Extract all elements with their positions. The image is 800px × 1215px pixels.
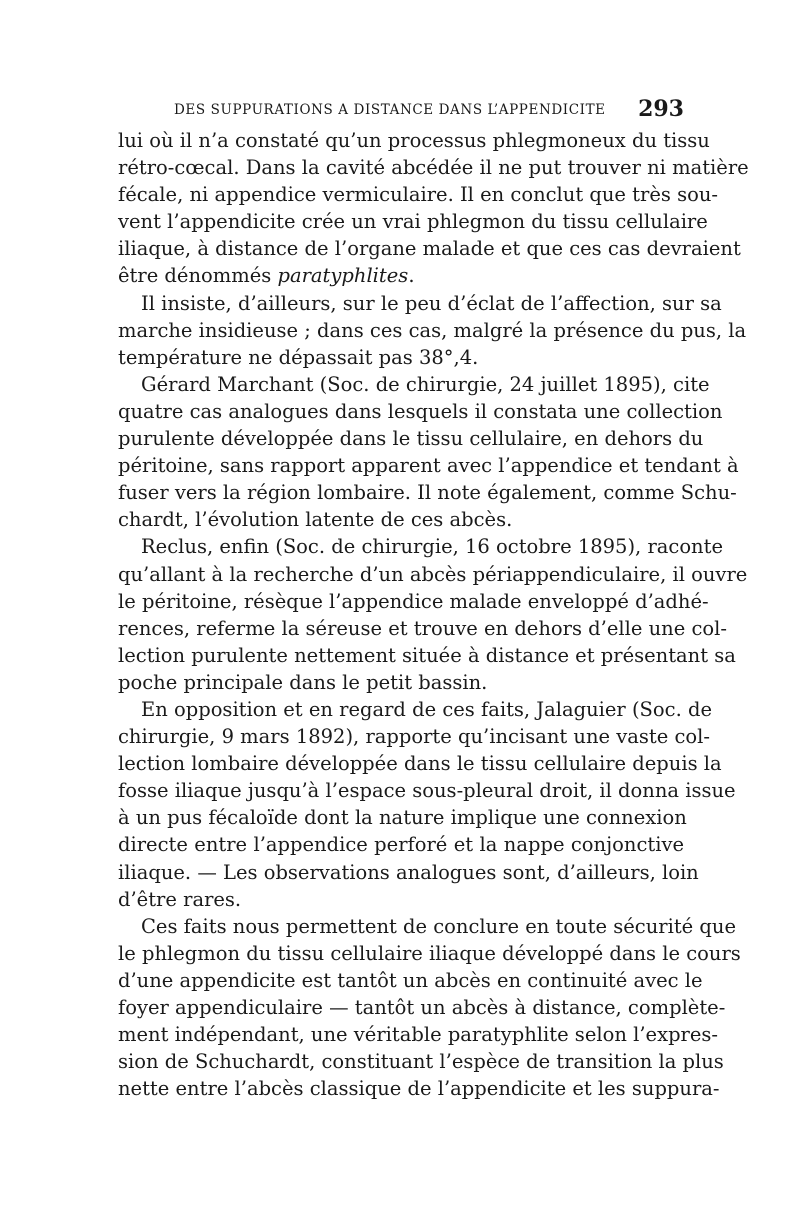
text-line: d’une appendicite est tantôt un abcès en continuité avec le bbox=[118, 968, 703, 992]
text-fragment: être dénommés bbox=[118, 264, 278, 288]
text-line: température ne dépassait pas 38°,4. bbox=[118, 345, 479, 369]
text-line: péritoine, sans rapport apparent avec l’appendice et tendant à bbox=[118, 454, 739, 478]
text-line: fosse iliaque jusqu’à l’espace sous-pleural droit, il donna issue bbox=[118, 779, 736, 803]
text-line bbox=[118, 262, 684, 289]
text-line: lection lombaire développée dans le tissu cellulaire depuis la bbox=[118, 752, 722, 776]
text-line: directe entre l’appendice perforé et la nappe conjonctive bbox=[118, 833, 684, 857]
text-line: fuser vers la région lombaire. Il note également, comme Schu- bbox=[118, 481, 737, 505]
paragraph-6 bbox=[118, 913, 741, 1103]
text-line: En opposition et en regard de ces faits, Jalaguier (Soc. de bbox=[141, 697, 712, 721]
text-line: qu’allant à la recherche d’un abcès périappendiculaire, il ouvre bbox=[118, 562, 748, 586]
text-line: Gérard Marchant (Soc. de chirurgie, 24 juillet 1895), cite bbox=[141, 372, 710, 396]
text-line: Il insiste, d’ailleurs, sur le peu d’éclat de l’affection, sur sa bbox=[141, 291, 722, 315]
text-line: d’être rares. bbox=[118, 887, 242, 911]
page-number: 293 bbox=[638, 96, 684, 122]
text-line: chirurgie, 9 mars 1892), rapporte qu’incisant une vaste col- bbox=[118, 725, 710, 749]
italic-term: paratyphlites bbox=[277, 264, 409, 288]
text-line: chardt, l’évolution latente de ces abcès. bbox=[118, 508, 513, 532]
running-title: DES SUPPURATIONS A DISTANCE DANS L’APPENDICITE bbox=[174, 102, 606, 118]
body-text bbox=[118, 127, 749, 1102]
text-line: quatre cas analogues dans lesquels il constata une collection bbox=[118, 399, 723, 423]
paragraph-5 bbox=[118, 696, 736, 913]
text-line: Ces faits nous permettent de conclure en toute sécurité que bbox=[141, 914, 736, 938]
text-line: fécale, ni appendice vermiculaire. Il en conclut que très sou- bbox=[118, 183, 718, 207]
text-line: iliaque, à distance de l’organe malade et que ces cas devraient bbox=[118, 237, 741, 261]
paragraph-3 bbox=[118, 371, 739, 534]
text-line: sion de Schuchardt, constituant l’espèce de transition la plus bbox=[118, 1050, 724, 1074]
text-line: foyer appendiculaire — tantôt un abcès à distance, complète- bbox=[118, 996, 726, 1019]
text-line: le phlegmon du tissu cellulaire iliaque développé dans le cours bbox=[118, 941, 741, 965]
text-line: marche insidieuse ; dans ces cas, malgré la présence du pus, la bbox=[118, 318, 747, 342]
text-line: lui où il n’a constaté qu’un processus phlegmoneux du tissu bbox=[118, 129, 710, 152]
text-line: à un pus fécaloïde dont la nature implique une connexion bbox=[118, 806, 687, 830]
text-line: iliaque. — Les observations analogues sont, d’ailleurs, loin bbox=[118, 860, 699, 884]
text-line: purulente développée dans le tissu cellulaire, en dehors du bbox=[118, 427, 704, 451]
running-header bbox=[118, 98, 684, 124]
text-line: lection purulente nettement située à distance et présentant sa bbox=[118, 643, 736, 667]
text-line: poche principale dans le petit bassin. bbox=[118, 670, 488, 694]
text-line: le péritoine, résèque l’appendice malade enveloppé d’adhé- bbox=[118, 589, 709, 613]
text-line: Reclus, enfin (Soc. de chirurgie, 16 octobre 1895), raconte bbox=[141, 535, 723, 559]
paragraph-4 bbox=[118, 533, 748, 696]
text-line: rétro-cœcal. Dans la cavité abcédée il ne put trouver ni matière bbox=[118, 156, 749, 180]
text-line: nette entre l’abcès classique de l’appendicite et les suppura- bbox=[118, 1077, 720, 1101]
text-line: ment indépendant, une véritable paratyphlite selon l’expres- bbox=[118, 1023, 719, 1047]
paragraph-1 bbox=[118, 127, 749, 290]
text-line: rences, referme la séreuse et trouve en dehors d’elle une col- bbox=[118, 616, 727, 640]
text-fragment: . bbox=[408, 264, 415, 288]
text-line: vent l’appendicite crée un vrai phlegmon du tissu cellulaire bbox=[118, 210, 708, 234]
paragraph-2 bbox=[118, 290, 747, 371]
